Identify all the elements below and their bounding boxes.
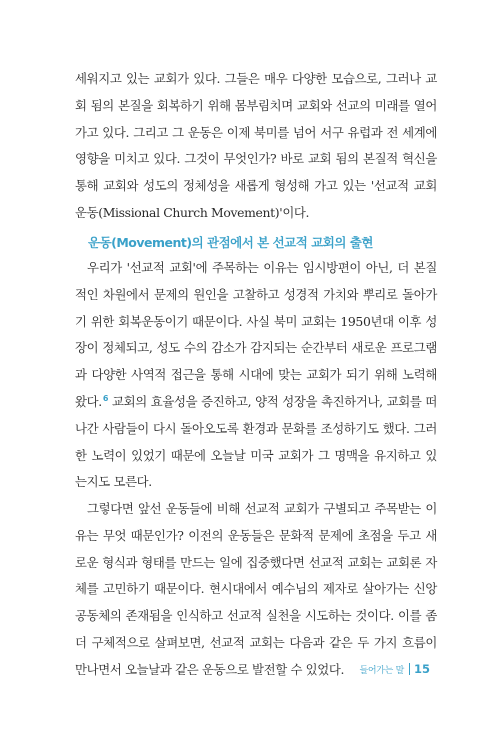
text-line: 유는 무엇 때문인가? 이전의 운동들은 문화적 문제에 초점을 두고 새 (75, 527, 437, 543)
page-footer (359, 662, 430, 676)
text-line: 운동(Missional Church Movement)'이다. (75, 204, 310, 220)
page-number: 15 (413, 662, 430, 676)
text-line: 한 노력이 있었기 때문에 오늘날 미국 교회가 그 명맥을 유지하고 있 (75, 447, 437, 463)
section-heading: 운동(Movement)의 관점에서 본 선교적 교회의 출현 (88, 235, 373, 250)
text-line: 기 위한 회복운동이기 때문이다. 사실 북미 교회는 1950년대 이후 성 (75, 313, 437, 329)
intro-paragraph (75, 66, 437, 227)
text-line: 회 됨의 본질을 회복하기 위해 몸부림치며 교회와 선교의 미래를 열어 (75, 97, 437, 113)
body-paragraph (75, 496, 437, 684)
text-line: 영향을 미치고 있다. 그것이 무엇인가? 바로 교회 됨의 본질적 혁신을 (75, 151, 437, 167)
text-line: 만나면서 오늘날과 같은 운동으로 발전할 수 있었다. (75, 661, 345, 677)
text-line: 공동체의 존재됨을 인식하고 선교적 실천을 시도하는 것이다. 이를 좀 (75, 608, 437, 624)
text-line: 적인 차원에서 문제의 원인을 고찰하고 성경적 가치와 뿌리로 돌아가 (75, 286, 437, 302)
text-line: 체를 고민하기 때문이다. 현시대에서 예수님의 제자로 살아가는 신앙 (75, 581, 437, 597)
text-line: 우리가 '선교적 교회'에 주목하는 이유는 임시방편이 아닌, 더 본질 (87, 260, 437, 275)
text-line: 세워지고 있는 교회가 있다. 그들은 매우 다양한 모습으로, 그러나 교 (75, 71, 437, 86)
text-line: 장이 정체되고, 성도 수의 감소가 감지되는 순간부터 새로운 프로그램 (75, 340, 437, 356)
text-line: 는지도 모른다. (75, 474, 152, 490)
text-line-with-footnote (75, 389, 437, 416)
text-segment: 교회의 효율성을 증진하고, 양적 성장을 촉진하거나, 교회를 떠 (108, 393, 437, 409)
text-line: 나간 사람들이 다시 돌아오도록 환경과 문화를 조성하기도 했다. 그러 (75, 420, 437, 436)
text-line: 로운 형식과 형태를 만드는 일에 집중했다면 선교적 교회는 교회론 자 (75, 554, 437, 570)
text-line: 가고 있다. 그리고 그 운동은 이제 북미를 넘어 서구 유럽과 전 세계에 (75, 124, 437, 140)
text-line: 더 구체적으로 살펴보면, 선교적 교회는 다음과 같은 두 가지 흐름이 (75, 634, 437, 650)
body-paragraph (75, 255, 437, 496)
running-title: 들어가는 말 (359, 665, 404, 676)
text-line: 그렇다면 앞선 운동들에 비해 선교적 교회가 구별되고 주목받는 이 (87, 501, 437, 516)
text-line: 통해 교회와 성도의 정체성을 새롭게 형성해 가고 있는 '선교적 교회 (75, 178, 437, 194)
footnote-marker[interactable]: 6 (102, 393, 109, 403)
text-segment: 왔다. (75, 393, 102, 409)
footer-divider (409, 663, 410, 675)
text-line: 과 다양한 사역적 접근을 통해 시대에 맞는 교회가 되기 위해 노력해 (75, 367, 437, 383)
